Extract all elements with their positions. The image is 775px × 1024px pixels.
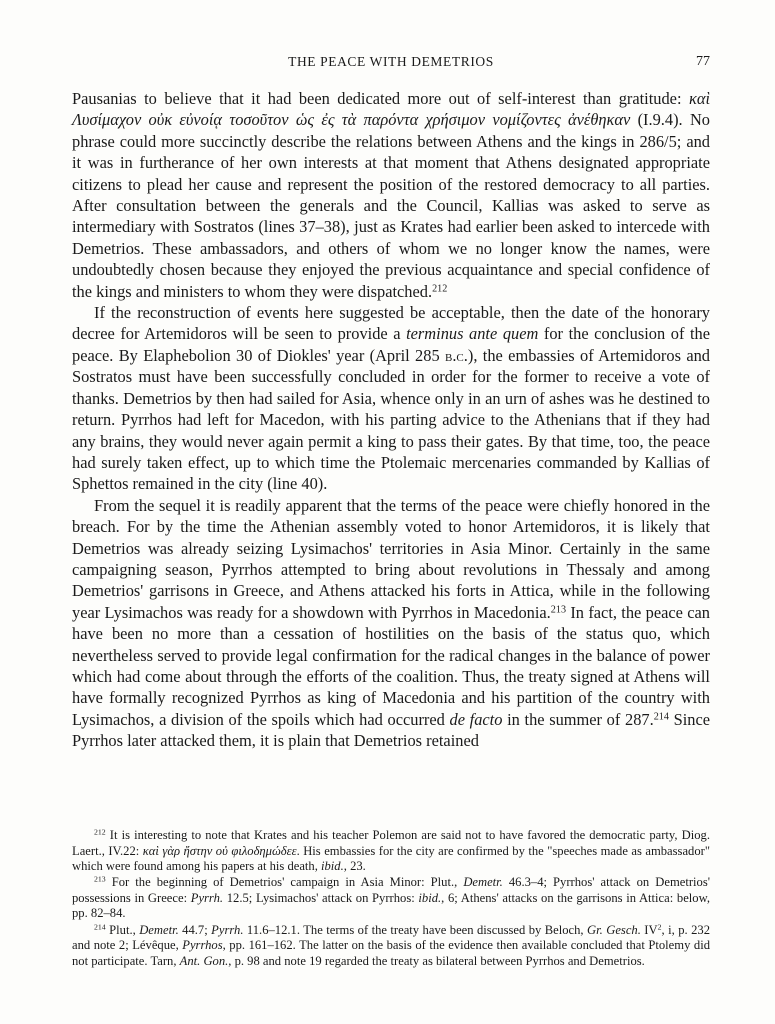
footnote-number: 213: [94, 875, 106, 884]
italic-term: Pyrrh.: [190, 890, 224, 905]
text-span: If the reconstruction of events here suggested be acceptable, then the date of the honorary decree for Artemidoros will be seen to provide a: [72, 303, 710, 344]
running-head: THE PEACE WITH DEMETRIOS: [288, 54, 494, 69]
text-span: In fact, the peace can have been no more than a cessation of hostilities on the basis of the status quo, which nevertheless served to provide legal confirmation for the radical changes in the balance of power which had come about through the efforts of the coalition. Thus, the treaty signed at Athens will have formally recognized Pyrrhos as king of Macedonia and his partition of the country with Lysimachos, a division of the spoils which had occurred: [72, 602, 710, 729]
text-span: . His embassies for the city are confirmed by the "speeches made as ambassador" which were found among his papers at his death,: [72, 843, 710, 874]
paragraph-2: [72, 302, 710, 495]
text-span: , 6; Athens' attacks on the garrisons in Attica: below, pp. 82–84.: [72, 890, 711, 921]
italic-term: ibid.: [418, 890, 442, 905]
greek-quotation: καὶ γὰρ ἤστην οὐ φιλοδημώδεε: [142, 843, 297, 858]
text-span: Since Pyrrhos later attacked them, it is plain that Demetrios retained: [72, 709, 711, 751]
text-span: , p. 98 and note 19 regarded the treaty as bilateral between Pyrrhos and Demetrios.: [228, 953, 645, 968]
footnote-number: 214: [94, 922, 106, 932]
greek-quotation: καὶ Λυσίμαχον οὐκ εὐνοίᾳ τοσοῦτον ὡς ἐς τὰ παρόντα χρήσιμον νομίζοντες ἀνέθηκαν: [72, 89, 710, 130]
text-span: for the conclusion of the peace. By Elaphebolion 30 of Diokles' year (April 285: [72, 324, 710, 365]
text-span: , i, p. 232 and note 2; Lévêque,: [72, 922, 710, 953]
italic-term: Pyrrhos: [182, 938, 223, 953]
text-span: , 23.: [343, 859, 366, 874]
text-span: , pp. 161–162. The latter on the basis of the evidence then available concluded that Ptolemy did not participate. Tarn,: [72, 938, 710, 968]
text-span: It is interesting to note that Krates and his teacher Polemon are said not to have favored the democratic party, Diog. Laert., IV.22:: [72, 828, 710, 858]
text-span: (I.9.4). No phrase could more succinctly describe the relations between Athens and the kings in 286/5; and it was in furtherance of her own interests at that moment that Athens designated appropriate citizens to plead her cause and represent the position of the restored democracy to all parties. After consultation between the generals and the Council, Kallias was asked to serve as intermediary with Sostratos (lines 37–38), just as Krates had earlier been asked to intercede with Demetrios. These ambassadors, and others of whom we no longer know the names, were undoubtedly chosen because they enjoyed the previous acquaintance and special confidence of the kings and ministers to whom they were dispatched.: [72, 110, 710, 301]
text-span: Pausanias to believe that it had been dedicated more out of self-interest than gratitude:: [72, 89, 689, 108]
italic-term: Gr. Gesch.: [587, 922, 641, 937]
text-span: 44.7;: [178, 922, 212, 937]
text-span: Plut.,: [105, 922, 140, 937]
text-span: For the beginning of Demetrios' campaign in Asia Minor: Plut.,: [105, 875, 464, 890]
text-span: in the summer of 287.: [502, 709, 654, 729]
italic-term: terminus ante quem: [406, 324, 539, 344]
footnote-214: [72, 923, 710, 970]
italic-term: Ant. Gon.: [179, 953, 229, 968]
paragraph-3: [72, 495, 710, 752]
italic-term: ibid.: [321, 859, 344, 874]
italic-term: Pyrrh.: [211, 922, 244, 937]
text-span: IV: [640, 922, 658, 937]
era-abbreviation: b.c.: [445, 345, 468, 365]
paragraph-1: [72, 88, 710, 302]
footnote-ref-212: 212: [432, 283, 448, 295]
page-header: [72, 54, 710, 74]
footnote-ref-213: 213: [550, 604, 567, 616]
page-number: 77: [696, 54, 710, 69]
footnotes: [72, 828, 710, 970]
footnote-number: 212: [94, 827, 106, 837]
footnote-213: [72, 875, 710, 922]
italic-term: de facto: [449, 709, 503, 729]
text-span: ), the embassies of Artemidoros and Sostratos must have been successfully concluded in order for the former to receive a vote of thanks. Demetrios by then had sailed for Asia, whence only in an urn of ashes was he destined to return. Pyrrhos had left for Macedon, with his parting advice to the Athenians that if they had any brains, they would never again permit a king to pass their gates. By that time, too, the peace had surely taken effect, up to which time the Ptolemaic mercenaries commanded by Kallias of Sphettos remained in the city (line 40).: [72, 345, 710, 494]
footnote-212: [72, 828, 710, 875]
edition-superscript: 2: [657, 922, 662, 932]
main-text: [72, 88, 710, 752]
text-span: 12.5; Lysimachos' attack on Pyrrhos:: [223, 890, 419, 905]
footnote-ref-214: 214: [653, 711, 669, 723]
italic-term: Demetr.: [139, 922, 179, 937]
italic-term: Demetr.: [463, 875, 503, 890]
text-span: 11.6–12.1. The terms of the treaty have been discussed by Beloch,: [243, 922, 588, 937]
text-span: 46.3–4; Pyrrhos' attack on Demetrios' possessions in Greece:: [72, 875, 710, 905]
text-span: From the sequel it is readily apparent that the terms of the peace were chiefly honored in the breach. For by the time the Athenian assembly voted to honor Artemidoros, it is likely that Demetrios was already seizing Lysimachos' territories in Asia Minor. Certainly in the same campaigning season, Pyrrhos attempted to bring about revolutions in Thessaly and among Demetrios' garrisons in Greece, and Athens attacked his forts in Attica, while in the following year Lysimachos was ready for a showdown with Pyrrhos in Macedonia.: [72, 495, 710, 622]
